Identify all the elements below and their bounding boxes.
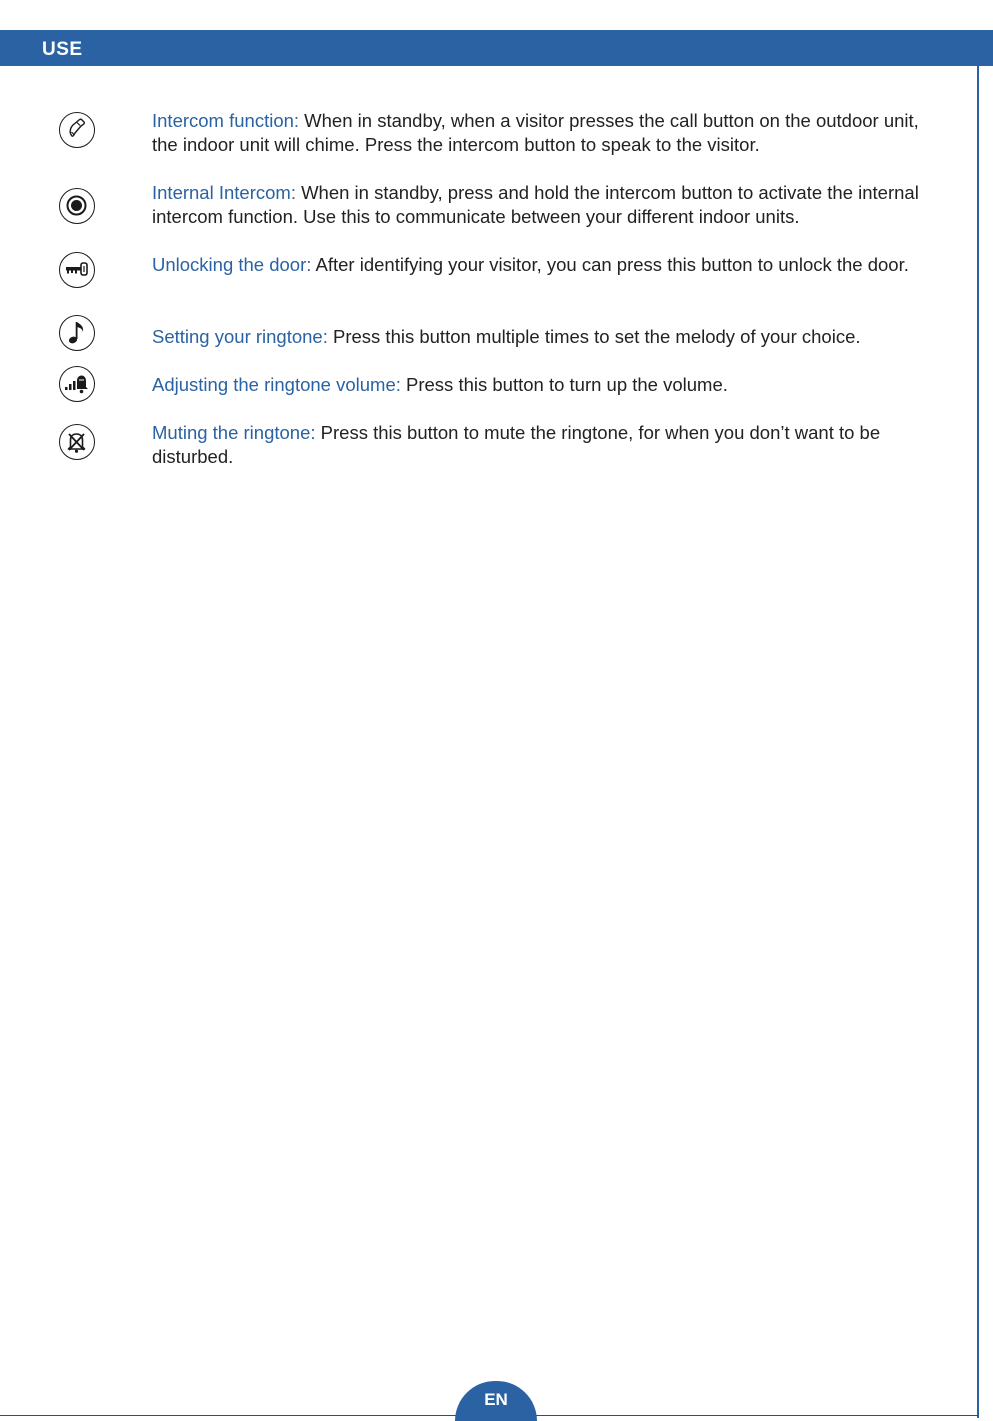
- record-dot-icon: [59, 188, 95, 224]
- feature-body: After identifying your visitor, you can press this button to unlock the door.: [311, 254, 909, 275]
- feature-description: [152, 325, 942, 349]
- feature-description: [152, 109, 942, 157]
- feature-body: Press this button multiple times to set the melody of your choice.: [327, 326, 861, 347]
- feature-title: Internal Intercom:: [152, 182, 296, 203]
- music-note-icon: [59, 315, 95, 351]
- key-icon: [59, 252, 95, 288]
- feature-title: Adjusting the ringtone volume:: [152, 374, 401, 395]
- language-tab: EN: [455, 1381, 537, 1421]
- feature-description: [152, 253, 942, 277]
- feature-title: Muting the ringtone:: [152, 422, 316, 443]
- feature-body: Press this button to turn up the volume.: [400, 374, 728, 395]
- right-margin-rule: [977, 64, 979, 1418]
- feature-description: [152, 373, 942, 397]
- feature-title: Setting your ringtone:: [152, 326, 328, 347]
- phone-handset-icon: [59, 112, 95, 148]
- feature-title: Unlocking the door:: [152, 254, 312, 275]
- header-bar: [0, 30, 993, 66]
- feature-description: [152, 421, 942, 469]
- volume-bell-icon: [59, 366, 95, 402]
- mute-bell-icon: [59, 424, 95, 460]
- feature-body: Press this button to mute the ringtone, for when you don’t want to be disturbed.: [152, 422, 881, 467]
- feature-description: [152, 181, 942, 229]
- section-title: USE: [42, 39, 83, 60]
- feature-body: When in standby, press and hold the intercom button to activate the internal intercom function. Use this to communicate between your different indoor units.: [152, 182, 919, 227]
- feature-body: When in standby, when a visitor presses the call button on the outdoor unit, the indoor unit will chime. Press the intercom button to speak to the visitor.: [152, 110, 919, 155]
- feature-title: Intercom function:: [152, 110, 300, 131]
